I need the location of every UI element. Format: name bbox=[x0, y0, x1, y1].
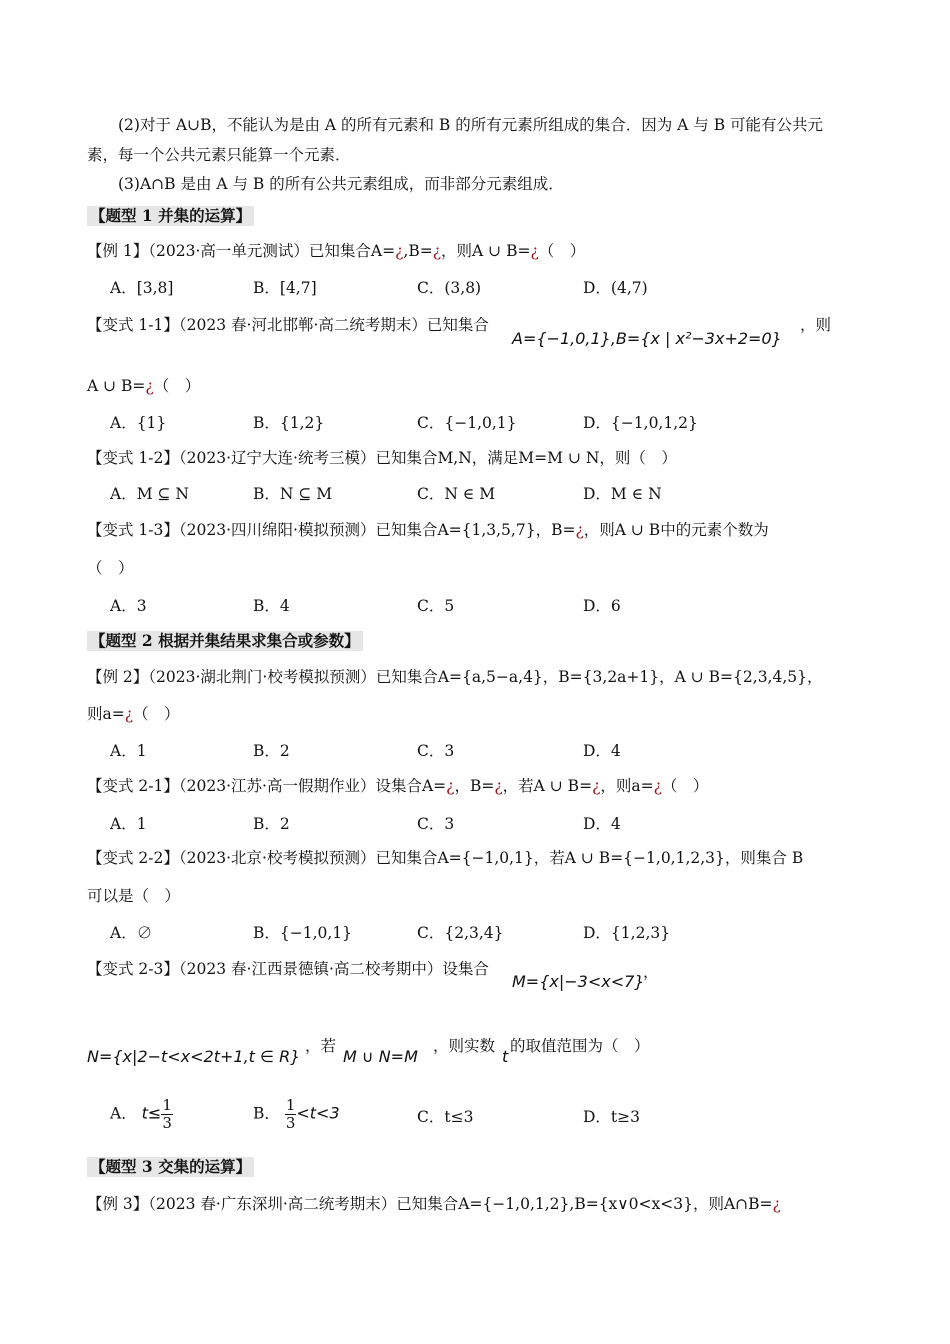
option-c: C．{2,3,4} bbox=[417, 924, 504, 942]
text-range: 的取值范围为（ ） bbox=[510, 1037, 650, 1055]
question-variant-1-3: 【变式 1-3】（2023·四川绵阳·模拟预测）已知集合A={1,3,5,7}，B=¿，则A ∪ B中的元素个数为 bbox=[87, 521, 769, 539]
option-a bbox=[110, 1097, 173, 1132]
option-c: C．3 bbox=[417, 815, 455, 833]
paragraph-union-note: (2)对于 A∪B，不能认为是由 A 的所有元素和 B 的所有元素所组成的集合．因为 A 与 B 可能有公共元 bbox=[118, 116, 824, 134]
option-d: D．t≥3 bbox=[583, 1108, 641, 1126]
placeholder-glyph: ¿ bbox=[145, 377, 154, 395]
option-a: A．∅ bbox=[110, 924, 153, 942]
option-expr: t≤ bbox=[141, 1103, 162, 1123]
question-continuation: 可以是（ ） bbox=[87, 887, 181, 905]
placeholder-glyph: ¿ bbox=[530, 242, 539, 260]
question-continuation: （ ） bbox=[87, 559, 134, 577]
option-a: A．1 bbox=[110, 815, 147, 833]
question-example-1: 【例 1】（2023·高一单元测试）已知集合A=¿,B=¿，则A ∪ B=¿（ ） bbox=[87, 242, 586, 260]
heading-type-1: 【题型 1 并集的运算】 bbox=[87, 206, 254, 226]
fraction bbox=[285, 1097, 297, 1132]
denominator: 3 bbox=[162, 1114, 172, 1132]
numerator: 1 bbox=[285, 1096, 296, 1114]
placeholder-glyph: ¿ bbox=[494, 777, 503, 795]
option-d: D．{1,2,3} bbox=[583, 924, 671, 942]
placeholder-glyph: ¿ bbox=[432, 242, 442, 260]
option-b: B．[4,7] bbox=[253, 279, 317, 297]
text-if: ，若 bbox=[305, 1037, 337, 1055]
question-example-2: 【例 2】（2023·湖北荆门·校考模拟预测）已知集合A={a,5−a,4}，B={3,2a+1}，A ∪ B={2,3,4,5}， bbox=[87, 668, 823, 686]
question-tail: ，则 bbox=[800, 316, 832, 334]
option-a: A．1 bbox=[110, 742, 147, 760]
formula-union: M ∪ N=M bbox=[343, 1047, 418, 1066]
option-b: B．2 bbox=[253, 815, 290, 833]
option-expr: <t<3 bbox=[296, 1103, 340, 1123]
option-a: A．{1} bbox=[110, 414, 167, 432]
option-b bbox=[253, 1097, 340, 1132]
placeholder-glyph: ¿ bbox=[592, 777, 601, 795]
option-a: A．[3,8] bbox=[110, 279, 174, 297]
question-continuation: A ∪ B=¿（ ） bbox=[87, 377, 201, 395]
question-variant-2-3: 【变式 2-3】（2023 春·江西景德镇·高二校考期中）设集合 bbox=[87, 960, 489, 978]
heading-type-3: 【题型 3 交集的运算】 bbox=[87, 1157, 254, 1177]
paragraph-union-note-cont: 素，每一个公共元素只能算一个元素． bbox=[87, 146, 351, 164]
option-d: D．M ∈ N bbox=[583, 485, 662, 503]
option-d: D．(4,7) bbox=[583, 279, 648, 297]
placeholder-glyph: ¿ bbox=[653, 777, 662, 795]
placeholder-glyph: ¿ bbox=[575, 521, 584, 539]
option-c: C．5 bbox=[417, 597, 455, 615]
option-label: A． bbox=[110, 1104, 137, 1123]
option-c: C．(3,8) bbox=[417, 279, 482, 297]
paragraph-intersection-note: (3)A∩B 是由 A 与 B 的所有公共元素组成，而非部分元素组成． bbox=[118, 175, 564, 193]
option-c: C．{−1,0,1} bbox=[417, 414, 517, 432]
fraction bbox=[161, 1097, 173, 1132]
option-label: B． bbox=[253, 1104, 280, 1123]
placeholder-glyph: ¿ bbox=[395, 242, 404, 260]
heading-type-2: 【题型 2 根据并集结果求集合或参数】 bbox=[87, 631, 363, 651]
formula-m: M={x|−3<x<7} bbox=[512, 972, 645, 991]
formula: A={−1,0,1},B={x | x²−3x+2=0} bbox=[512, 329, 782, 348]
question-variant-2-1: 【变式 2-1】（2023·江苏·高一假期作业）设集合A=¿，B=¿，若A ∪ B=¿，则a=¿（ ） bbox=[87, 777, 709, 795]
question-continuation: 则a=¿（ ） bbox=[87, 705, 180, 723]
option-b: B．4 bbox=[253, 597, 290, 615]
placeholder-glyph: ¿ bbox=[772, 1195, 781, 1213]
option-b: B．2 bbox=[253, 742, 290, 760]
question-example-3: 【例 3】（2023 春·广东深圳·高二统考期末）已知集合A={−1,0,1,2},B={x∨0<x<3}，则A∩B=¿ bbox=[87, 1195, 781, 1213]
option-c: C．N ∈ M bbox=[417, 485, 496, 503]
question-tail: ， bbox=[643, 963, 659, 981]
placeholder-glyph: ¿ bbox=[446, 777, 455, 795]
question-variant-1-1: 【变式 1-1】（2023 春·河北邯郸·高二统考期末）已知集合 bbox=[87, 316, 489, 334]
option-d: D．6 bbox=[583, 597, 621, 615]
text-real: ，则实数 bbox=[433, 1037, 496, 1055]
denominator: 3 bbox=[285, 1114, 296, 1132]
numerator: 1 bbox=[162, 1096, 172, 1114]
question-variant-2-2: 【变式 2-2】（2023·北京·校考模拟预测）已知集合A={−1,0,1}，若A ∪ B={−1,0,1,2,3}，则集合 B bbox=[87, 849, 804, 867]
option-b: B．{1,2} bbox=[253, 414, 325, 432]
option-b: B．{−1,0,1} bbox=[253, 924, 353, 942]
option-d: D．4 bbox=[583, 742, 621, 760]
option-a: A．M ⊆ N bbox=[110, 485, 189, 503]
formula-t: t bbox=[502, 1047, 509, 1066]
option-c: C．t≤3 bbox=[417, 1108, 474, 1126]
formula-n: N={x|2−t<x<2t+1,t ∈ R} bbox=[87, 1047, 301, 1066]
option-d: D．{−1,0,1,2} bbox=[583, 414, 698, 432]
placeholder-glyph: ¿ bbox=[124, 705, 134, 723]
option-b: B．N ⊆ M bbox=[253, 485, 333, 503]
question-variant-1-2: 【变式 1-2】（2023·辽宁大连·统考三模）已知集合M,N，满足M=M ∪ N，则（ ） bbox=[87, 449, 677, 467]
option-d: D．4 bbox=[583, 815, 621, 833]
option-c: C．3 bbox=[417, 742, 455, 760]
option-a: A．3 bbox=[110, 597, 147, 615]
